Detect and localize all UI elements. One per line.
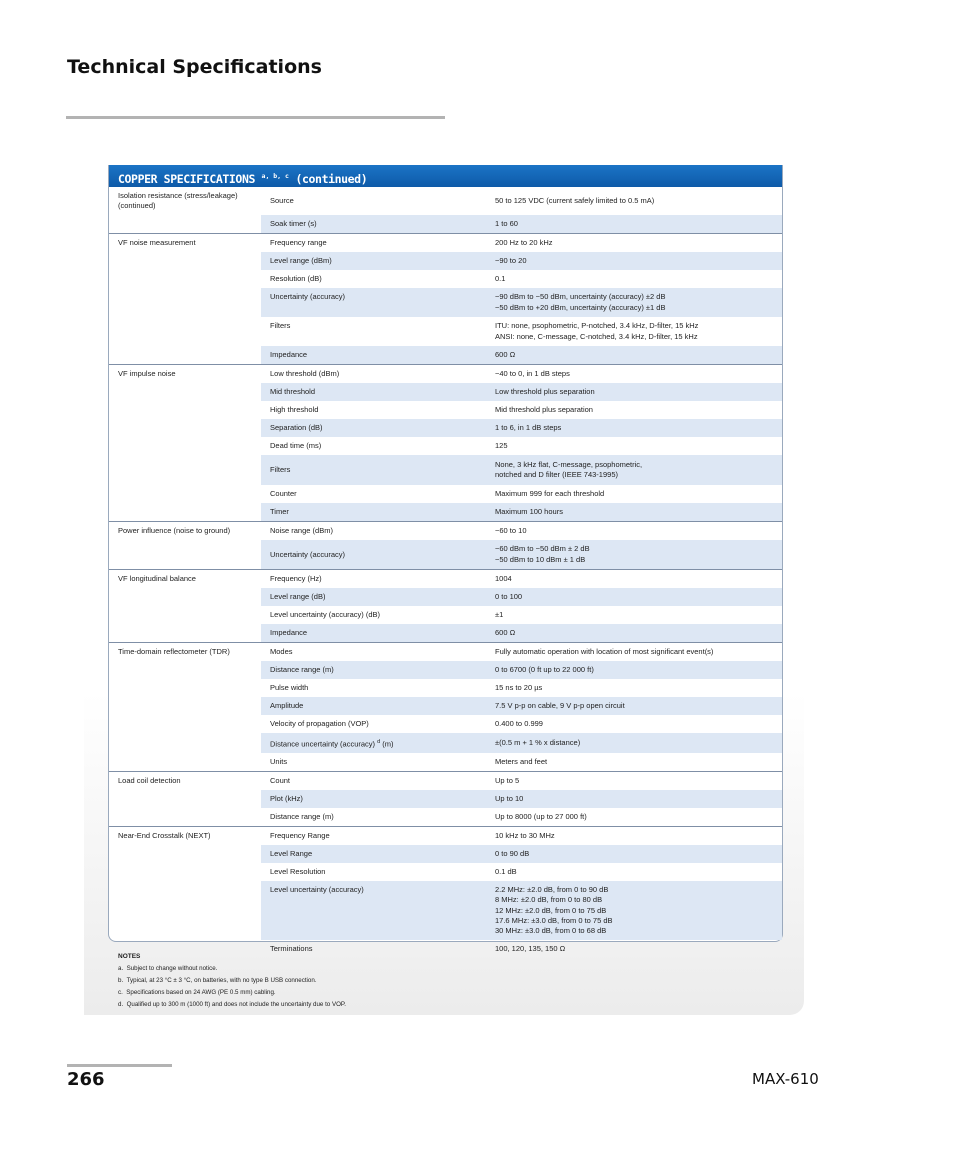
row-group-label: VF impulse noise bbox=[118, 368, 176, 378]
table-row bbox=[109, 771, 782, 790]
row-group-cell bbox=[109, 401, 261, 419]
value-text: 15 ns to 20 µs bbox=[495, 683, 543, 693]
value-cell bbox=[486, 485, 782, 503]
spec-panel bbox=[84, 165, 804, 1015]
parameter-cell bbox=[261, 753, 486, 772]
row-group-cell bbox=[109, 437, 261, 455]
value-text: −60 dBm to −50 dBm ± 2 dB −50 dBm to 10 dBm ± 1 dB bbox=[495, 544, 590, 564]
row-group-cell bbox=[109, 485, 261, 503]
row-group-cell bbox=[109, 233, 261, 252]
row-group-cell bbox=[109, 252, 261, 270]
value-text: None, 3 kHz flat, C-message, psophometric, notched and D filter (IEEE 743-1995) bbox=[495, 459, 643, 480]
table-row bbox=[109, 270, 782, 288]
parameter-label: Level uncertainty (accuracy) (dB) bbox=[270, 610, 381, 620]
table-row bbox=[109, 419, 782, 437]
row-group-cell bbox=[109, 540, 261, 570]
row-group-cell bbox=[109, 661, 261, 679]
table-row bbox=[109, 252, 782, 270]
value-text: Maximum 100 hours bbox=[495, 507, 563, 517]
value-cell bbox=[486, 540, 782, 570]
parameter-cell bbox=[261, 790, 486, 808]
parameter-label: Level range (dBm) bbox=[270, 256, 332, 266]
value-cell bbox=[486, 940, 782, 958]
parameter-cell bbox=[261, 624, 486, 643]
row-group-cell bbox=[109, 697, 261, 715]
value-text: 200 Hz to 20 kHz bbox=[495, 238, 553, 248]
parameter-label: Impedance bbox=[270, 350, 308, 360]
value-text: Fully automatic operation with location of most significant event(s) bbox=[495, 647, 714, 657]
value-cell bbox=[486, 753, 782, 772]
notes-heading: NOTES bbox=[118, 953, 141, 960]
table-row bbox=[109, 642, 782, 661]
table-row bbox=[109, 215, 782, 234]
value-text: 0 to 6700 (0 ft up to 22 000 ft) bbox=[495, 665, 594, 675]
parameter-cell bbox=[261, 364, 486, 383]
parameter-cell bbox=[261, 679, 486, 697]
table-row bbox=[109, 485, 782, 503]
parameter-cell bbox=[261, 485, 486, 503]
value-text: 600 Ω bbox=[495, 628, 516, 638]
row-group-cell bbox=[109, 215, 261, 234]
row-group-cell bbox=[109, 521, 261, 540]
value-text: 0.400 to 0.999 bbox=[495, 719, 543, 729]
footer-divider bbox=[67, 1064, 172, 1067]
section-header bbox=[109, 165, 782, 187]
parameter-label: Uncertainty (accuracy) bbox=[270, 291, 346, 301]
value-cell bbox=[486, 383, 782, 401]
parameter-label: Mid threshold bbox=[270, 387, 316, 397]
value-cell bbox=[486, 642, 782, 661]
value-cell bbox=[486, 317, 782, 346]
page-title: Technical Specifications bbox=[67, 56, 322, 78]
title-divider bbox=[66, 116, 445, 119]
parameter-label: Count bbox=[270, 776, 291, 786]
table-row bbox=[109, 317, 782, 346]
table-row bbox=[109, 455, 782, 485]
value-cell bbox=[486, 521, 782, 540]
value-cell bbox=[486, 679, 782, 697]
row-group-label: Time-domain reflectometer (TDR) bbox=[118, 646, 230, 656]
spec-table-box bbox=[108, 165, 783, 954]
table-row bbox=[109, 383, 782, 401]
row-group-cell bbox=[109, 771, 261, 790]
value-cell bbox=[486, 808, 782, 827]
value-cell bbox=[486, 437, 782, 455]
note-item: a. Subject to change without notice. bbox=[118, 965, 218, 972]
row-group-cell bbox=[109, 383, 261, 401]
note-item: d. Qualified up to 300 m (1000 ft) and does not include the uncertainty due to VOP. bbox=[118, 1001, 346, 1008]
table-row bbox=[109, 715, 782, 733]
table-row bbox=[109, 569, 782, 588]
table-row bbox=[109, 753, 782, 772]
parameter-cell bbox=[261, 187, 486, 215]
value-text: 10 kHz to 30 MHz bbox=[495, 831, 555, 841]
parameter-footnote-ref: d bbox=[377, 738, 381, 745]
value-cell bbox=[486, 346, 782, 365]
value-cell bbox=[486, 364, 782, 383]
table-row bbox=[109, 187, 782, 215]
parameter-label: Modes bbox=[270, 647, 293, 657]
parameter-label: Source bbox=[270, 196, 294, 206]
table-row bbox=[109, 606, 782, 624]
value-text: Mid threshold plus separation bbox=[495, 405, 593, 415]
parameter-cell bbox=[261, 346, 486, 365]
table-row bbox=[109, 233, 782, 252]
parameter-label: Filters bbox=[270, 465, 291, 475]
value-text: 0.1 bbox=[495, 274, 506, 284]
row-group-cell bbox=[109, 270, 261, 288]
parameter-label: Distance uncertainty (accuracy) bbox=[270, 739, 376, 749]
value-text: 1004 bbox=[495, 574, 512, 584]
parameter-label: Terminations bbox=[270, 944, 313, 954]
note-item: b. Typical, at 23 °C ± 3 °C, on batteries, with no type B USB connection. bbox=[118, 977, 317, 984]
value-cell bbox=[486, 215, 782, 234]
table-row bbox=[109, 845, 782, 863]
parameter-cell bbox=[261, 317, 486, 346]
table-row bbox=[109, 588, 782, 606]
parameter-label: Velocity of propagation (VOP) bbox=[270, 719, 369, 729]
value-cell bbox=[486, 270, 782, 288]
spec-table bbox=[109, 187, 782, 958]
parameter-label: Frequency (Hz) bbox=[270, 574, 322, 584]
parameter-label: Soak timer (s) bbox=[270, 219, 317, 229]
row-group-cell bbox=[109, 588, 261, 606]
table-row bbox=[109, 679, 782, 697]
parameter-label: Units bbox=[270, 757, 288, 767]
value-text: 0 to 100 bbox=[495, 592, 523, 602]
parameter-cell bbox=[261, 588, 486, 606]
parameter-label: Level Resolution bbox=[270, 867, 326, 877]
value-text: Up to 8000 (up to 27 000 ft) bbox=[495, 812, 587, 822]
row-group-cell bbox=[109, 624, 261, 643]
parameter-cell bbox=[261, 826, 486, 845]
value-cell bbox=[486, 863, 782, 881]
parameter-cell bbox=[261, 808, 486, 827]
row-group-cell bbox=[109, 346, 261, 365]
row-group-cell bbox=[109, 826, 261, 845]
value-cell bbox=[486, 419, 782, 437]
table-row bbox=[109, 733, 782, 753]
parameter-cell bbox=[261, 881, 486, 940]
row-group-cell bbox=[109, 733, 261, 753]
value-text: 1 to 60 bbox=[495, 219, 518, 229]
value-text: 0 to 90 dB bbox=[495, 849, 530, 859]
value-text: ±(0.5 m + 1 % x distance) bbox=[495, 738, 581, 748]
parameter-label: Amplitude bbox=[270, 701, 304, 711]
parameter-label: Impedance bbox=[270, 628, 308, 638]
parameter-cell bbox=[261, 288, 486, 317]
row-group-cell bbox=[109, 569, 261, 588]
parameter-label: Filters bbox=[270, 320, 291, 330]
value-cell bbox=[486, 661, 782, 679]
table-row bbox=[109, 364, 782, 383]
value-text: 100, 120, 135, 150 Ω bbox=[495, 944, 566, 954]
parameter-label: Level range (dB) bbox=[270, 592, 326, 602]
parameter-cell bbox=[261, 215, 486, 234]
table-row bbox=[109, 881, 782, 940]
row-group-label: VF longitudinal balance bbox=[118, 573, 196, 583]
value-text: −40 to 0, in 1 dB steps bbox=[495, 369, 570, 379]
section-title: COPPER SPECIFICATIONS bbox=[118, 172, 255, 186]
parameter-cell bbox=[261, 845, 486, 863]
value-text: 600 Ω bbox=[495, 350, 516, 360]
parameter-label: Plot (kHz) bbox=[270, 794, 303, 804]
parameter-cell bbox=[261, 863, 486, 881]
table-row bbox=[109, 346, 782, 365]
row-group-cell bbox=[109, 503, 261, 522]
value-text: Meters and feet bbox=[495, 757, 548, 767]
parameter-label: Distance range (m) bbox=[270, 665, 334, 675]
parameter-cell bbox=[261, 715, 486, 733]
value-text: 125 bbox=[495, 441, 508, 451]
row-group-cell bbox=[109, 790, 261, 808]
parameter-label: Separation (dB) bbox=[270, 423, 323, 433]
row-group-cell bbox=[109, 419, 261, 437]
value-cell bbox=[486, 826, 782, 845]
value-cell bbox=[486, 569, 782, 588]
parameter-label: Timer bbox=[270, 507, 289, 517]
table-row bbox=[109, 401, 782, 419]
value-cell bbox=[486, 845, 782, 863]
value-cell bbox=[486, 790, 782, 808]
parameter-label: High threshold bbox=[270, 405, 319, 415]
row-group-cell bbox=[109, 715, 261, 733]
table-row bbox=[109, 863, 782, 881]
parameter-label: Pulse width bbox=[270, 683, 309, 693]
value-cell bbox=[486, 733, 782, 753]
parameter-cell bbox=[261, 733, 486, 753]
row-group-cell bbox=[109, 606, 261, 624]
parameter-cell bbox=[261, 233, 486, 252]
value-cell bbox=[486, 252, 782, 270]
row-group-cell bbox=[109, 881, 261, 940]
row-group-cell bbox=[109, 642, 261, 661]
value-cell bbox=[486, 606, 782, 624]
row-group-cell bbox=[109, 679, 261, 697]
section-footnote-refs: a, b, c bbox=[261, 172, 289, 180]
parameter-label: Frequency Range bbox=[270, 831, 330, 841]
value-text: −90 dBm to −50 dBm, uncertainty (accuracy) ±2 dB −50 dBm to +20 dBm, uncertainty (accuracy) ±1 dB bbox=[495, 292, 666, 312]
parameter-label: Distance range (m) bbox=[270, 812, 334, 822]
table-row bbox=[109, 521, 782, 540]
parameter-cell bbox=[261, 252, 486, 270]
value-text: ITU: none, psophometric, P-notched, 3.4 kHz, D-filter, 15 kHz ANSI: none, C-message, C-notched, 3.4 kHz, D-filter, 15 kHz bbox=[495, 321, 699, 341]
note-item: c. Specifications based on 24 AWG (PE 0.5 mm) cabling. bbox=[118, 989, 276, 996]
value-text: Low threshold plus separation bbox=[495, 387, 595, 397]
row-group-cell bbox=[109, 808, 261, 827]
value-cell bbox=[486, 588, 782, 606]
parameter-label: Counter bbox=[270, 489, 297, 499]
table-row bbox=[109, 288, 782, 317]
parameter-cell bbox=[261, 503, 486, 522]
value-cell bbox=[486, 771, 782, 790]
value-cell bbox=[486, 187, 782, 215]
parameter-label: Frequency range bbox=[270, 238, 327, 248]
value-text: −90 to 20 bbox=[495, 256, 527, 266]
parameter-cell bbox=[261, 661, 486, 679]
value-text: 50 to 125 VDC (current safely limited to 0.5 mA) bbox=[495, 196, 655, 206]
row-group-cell bbox=[109, 753, 261, 772]
row-group-cell bbox=[109, 364, 261, 383]
parameter-label: Noise range (dBm) bbox=[270, 526, 333, 536]
parameter-cell bbox=[261, 540, 486, 570]
parameter-cell bbox=[261, 697, 486, 715]
parameter-cell bbox=[261, 606, 486, 624]
row-group-label: Load coil detection bbox=[118, 775, 181, 785]
value-cell bbox=[486, 288, 782, 317]
table-row bbox=[109, 624, 782, 643]
parameter-cell bbox=[261, 455, 486, 485]
parameter-label: Low threshold (dBm) bbox=[270, 369, 340, 379]
parameter-cell bbox=[261, 383, 486, 401]
parameter-label: Uncertainty (accuracy) bbox=[270, 549, 346, 559]
value-cell bbox=[486, 715, 782, 733]
parameter-cell bbox=[261, 401, 486, 419]
table-row bbox=[109, 437, 782, 455]
value-cell bbox=[486, 503, 782, 522]
table-row bbox=[109, 826, 782, 845]
value-cell bbox=[486, 455, 782, 485]
value-text: 0.1 dB bbox=[495, 867, 517, 877]
parameter-cell bbox=[261, 419, 486, 437]
page-number: 266 bbox=[67, 1069, 105, 1090]
row-group-cell bbox=[109, 863, 261, 881]
value-cell bbox=[486, 697, 782, 715]
table-row bbox=[109, 661, 782, 679]
value-cell bbox=[486, 233, 782, 252]
parameter-cell bbox=[261, 771, 486, 790]
parameter-cell bbox=[261, 521, 486, 540]
value-text: ±1 bbox=[495, 610, 504, 620]
parameter-cell bbox=[261, 642, 486, 661]
table-row bbox=[109, 790, 782, 808]
row-group-label: Isolation resistance (stress/leakage) (continued) bbox=[118, 191, 238, 211]
notes bbox=[118, 951, 346, 1011]
row-group-cell bbox=[109, 455, 261, 485]
value-text: 2.2 MHz: ±2.0 dB, from 0 to 90 dB 8 MHz: ±2.0 dB, from 0 to 80 dB 12 MHz: ±2.0 dB, from 0 to 75 dB 17.6 MHz: ±3.0 dB, from 0 to 75 dB 30 MHz: ±3.0 dB, from 0 to 68 dB bbox=[495, 884, 613, 936]
value-text: Up to 5 bbox=[495, 776, 520, 786]
value-cell bbox=[486, 624, 782, 643]
parameter-unit: (m) bbox=[380, 739, 394, 749]
table-row bbox=[109, 540, 782, 570]
row-group-cell bbox=[109, 288, 261, 317]
row-group-label: Power influence (noise to ground) bbox=[118, 525, 231, 535]
parameter-cell bbox=[261, 437, 486, 455]
value-text: 7.5 V p-p on cable, 9 V p-p open circuit bbox=[495, 701, 625, 711]
parameter-cell bbox=[261, 569, 486, 588]
table-row bbox=[109, 697, 782, 715]
section-title-suffix: (continued) bbox=[295, 172, 368, 186]
row-group-label: Near-End Crosstalk (NEXT) bbox=[118, 830, 211, 840]
row-group-label: VF noise measurement bbox=[118, 237, 196, 247]
parameter-label: Level uncertainty (accuracy) bbox=[270, 884, 364, 894]
value-cell bbox=[486, 401, 782, 419]
parameter-cell bbox=[261, 270, 486, 288]
value-cell bbox=[486, 881, 782, 940]
value-text: Maximum 999 for each threshold bbox=[495, 489, 605, 499]
table-row bbox=[109, 808, 782, 827]
row-group-cell bbox=[109, 317, 261, 346]
parameter-label: Dead time (ms) bbox=[270, 441, 322, 451]
row-group-cell bbox=[109, 187, 261, 215]
table-row bbox=[109, 503, 782, 522]
row-group-cell bbox=[109, 845, 261, 863]
parameter-label: Level Range bbox=[270, 849, 313, 859]
value-text: Up to 10 bbox=[495, 794, 524, 804]
document-name: MAX-610 bbox=[752, 1070, 819, 1088]
value-text: 1 to 6, in 1 dB steps bbox=[495, 423, 562, 433]
parameter-label: Resolution (dB) bbox=[270, 274, 322, 284]
value-text: −60 to 10 bbox=[495, 526, 527, 536]
